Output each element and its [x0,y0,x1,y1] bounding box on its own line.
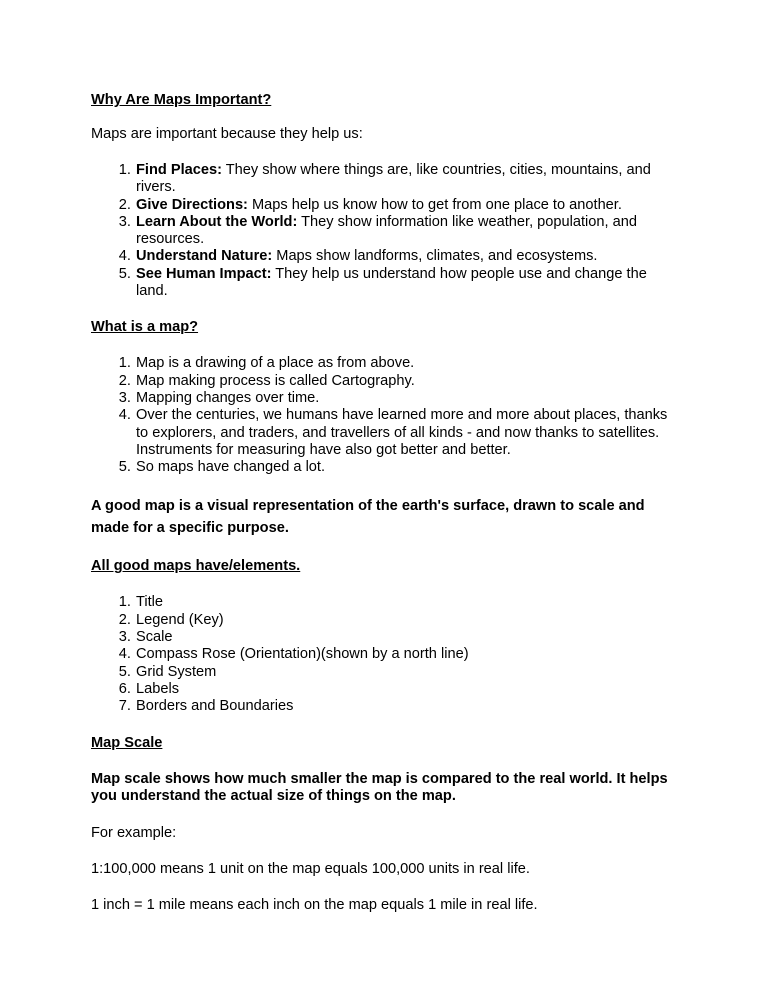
scale-example-ratio: 1:100,000 means 1 unit on the map equals 100,000 units in real life. [91,860,530,877]
what-is-map-list [91,355,681,476]
list-item-term: Understand Nature: [136,248,273,265]
why-maps-intro: Maps are important because they help us: [91,126,363,142]
list-item-text: Maps help us know how to get from one place to another. [247,196,622,213]
why-maps-heading: Why Are Maps Important? [91,92,272,108]
list-item-term: Give Directions: [136,196,248,213]
list-item: 4. Over the centuries, we humans have learned more and more about places, thanks to explorers, and traders, and travellers of all kinds - and now thanks to satellites. Instruments for measuring have also got better and better. [135,407,681,459]
example-label: For example: [91,824,177,841]
list-item: 7. Borders and Boundaries [135,698,681,715]
list-item: 2. Map making process is called Cartography. [135,373,681,390]
list-item: 1. Map is a drawing of a place as from above. [135,355,681,372]
list-item-text: Maps show landforms, climates, and ecosystems. [272,248,598,265]
list-item: 4. Compass Rose (Orientation)(shown by a north line) [135,646,681,663]
list-item: 3. Scale [135,629,681,646]
map-elements-list [91,594,681,715]
list-item [135,214,681,249]
what-is-map-heading: What is a map? [91,319,199,336]
list-item-term: Learn About the World: [136,213,298,230]
list-item [135,197,681,214]
map-scale-heading: Map Scale [91,734,163,751]
list-item: 6. Labels [135,681,681,698]
list-item-text: They show where things are, like countries, cities, mountains, and rivers. [136,162,651,196]
list-item-term: See Human Impact: [136,265,272,282]
map-scale-description: Map scale shows how much smaller the map is compared to the real world. It helps you understand the actual size of things on the map. [91,770,668,805]
list-item [135,162,681,197]
list-item [135,248,681,265]
list-item: 5. So maps have changed a lot. [135,459,681,476]
list-item-text: They show information like weather, population, and resources. [136,213,637,248]
map-elements-heading: All good maps have/elements. [91,558,301,575]
list-item [135,266,681,301]
list-item: 2. Legend (Key) [135,612,681,629]
list-item: 5. Grid System [135,664,681,681]
why-maps-list [91,162,681,300]
list-item: 1. Title [135,594,681,611]
list-item-text: They help us understand how people use and change the land. [136,265,647,300]
scale-example-statement: 1 inch = 1 mile means each inch on the map equals 1 mile in real life. [91,896,538,913]
document-content [91,92,681,914]
list-item: 3. Mapping changes over time. [135,390,681,407]
list-item-term: Find Places: [136,162,222,178]
good-map-definition: A good map is a visual representation of the earth's surface, drawn to scale and made for a specific purpose. [91,498,645,537]
